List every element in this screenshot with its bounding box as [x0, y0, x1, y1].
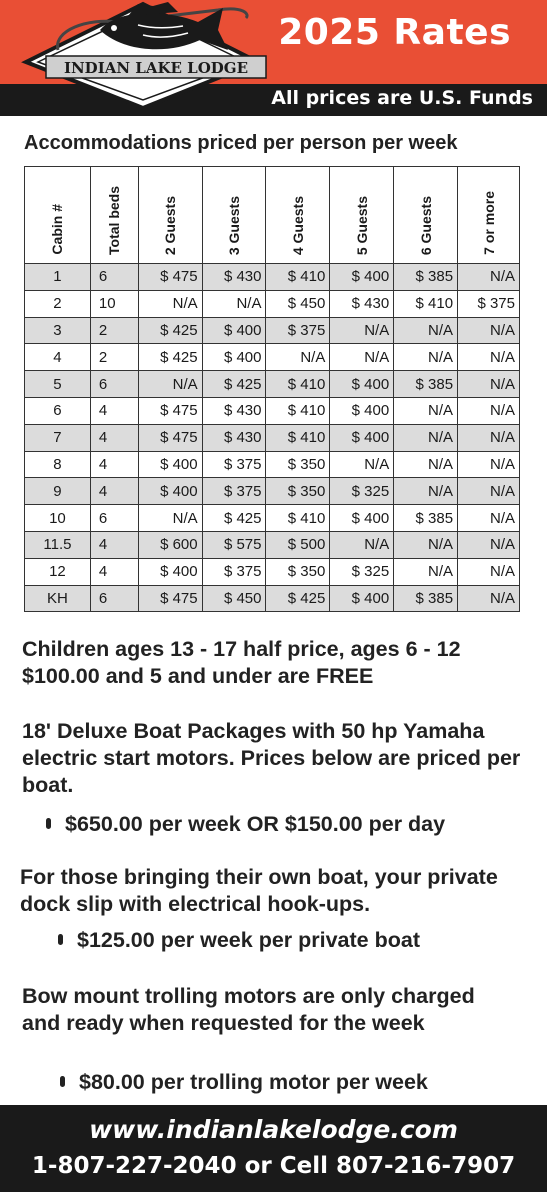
table-row: [25, 264, 520, 291]
column-header: [458, 167, 520, 264]
bullet-icon: [46, 818, 51, 829]
bullet-icon: [58, 934, 63, 945]
column-header: [266, 167, 330, 264]
price-cell: $ 400: [138, 451, 202, 478]
price-cell: $ 475: [138, 397, 202, 424]
own-boat-price-text: $125.00 per week per private boat: [77, 928, 420, 952]
column-header: [202, 167, 266, 264]
trolling-motor-price: [60, 1070, 428, 1095]
total-beds-cell: 4: [90, 531, 138, 558]
price-cell: N/A: [266, 344, 330, 371]
column-header-label: 3 Guests: [226, 195, 243, 255]
price-cell: $ 400: [330, 264, 394, 291]
price-cell: $ 410: [266, 397, 330, 424]
column-header-label: 2 Guests: [162, 195, 179, 255]
price-cell: N/A: [458, 531, 520, 558]
lodge-logo: [18, 0, 268, 110]
children-pricing-note: Children ages 13 - 17 half price, ages 6 - 12 $100.00 and 5 and under are FREE: [22, 637, 461, 688]
price-cell: N/A: [394, 478, 458, 505]
price-cell: N/A: [202, 290, 266, 317]
price-cell: $ 475: [138, 264, 202, 291]
price-cell: $ 400: [202, 317, 266, 344]
column-header: [25, 167, 91, 264]
price-cell: N/A: [458, 424, 520, 451]
funds-note: All prices are U.S. Funds: [271, 87, 533, 109]
total-beds-cell: 6: [90, 505, 138, 532]
price-cell: N/A: [458, 344, 520, 371]
total-beds-cell: 4: [90, 397, 138, 424]
price-cell: $ 600: [138, 531, 202, 558]
table-row: [25, 290, 520, 317]
price-cell: $ 375: [202, 478, 266, 505]
bullet-icon: [60, 1076, 65, 1087]
table-row: [25, 397, 520, 424]
price-cell: $ 410: [266, 505, 330, 532]
price-cell: $ 425: [138, 344, 202, 371]
price-cell: $ 400: [202, 344, 266, 371]
rates-table: [24, 166, 520, 612]
price-cell: $ 385: [394, 371, 458, 398]
table-header-row: [25, 167, 520, 264]
price-cell: N/A: [394, 317, 458, 344]
price-cell: N/A: [394, 424, 458, 451]
price-cell: N/A: [138, 371, 202, 398]
boat-package-price: [46, 812, 445, 837]
boat-package-description: 18' Deluxe Boat Packages with 50 hp Yamaha electric start motors. Prices below are priced per boat.: [22, 719, 521, 797]
cabin-number-cell: 5: [25, 371, 91, 398]
price-cell: $ 425: [202, 371, 266, 398]
price-cell: N/A: [458, 371, 520, 398]
price-cell: N/A: [138, 290, 202, 317]
price-cell: $ 400: [330, 585, 394, 612]
price-cell: $ 385: [394, 264, 458, 291]
price-cell: $ 400: [330, 397, 394, 424]
total-beds-cell: 6: [90, 585, 138, 612]
price-cell: N/A: [394, 344, 458, 371]
column-header-label: 5 Guests: [353, 195, 370, 255]
price-cell: $ 575: [202, 531, 266, 558]
boat-package-price-text: $650.00 per week OR $150.00 per day: [65, 812, 446, 836]
price-cell: $ 430: [330, 290, 394, 317]
price-cell: $ 325: [330, 478, 394, 505]
cabin-number-cell: 3: [25, 317, 91, 344]
price-cell: N/A: [458, 505, 520, 532]
table-row: [25, 317, 520, 344]
price-cell: $ 350: [266, 451, 330, 478]
column-header: [90, 167, 138, 264]
price-cell: $ 400: [138, 558, 202, 585]
price-cell: N/A: [458, 317, 520, 344]
total-beds-cell: 4: [90, 424, 138, 451]
price-cell: N/A: [330, 344, 394, 371]
price-cell: N/A: [394, 531, 458, 558]
price-cell: $ 410: [394, 290, 458, 317]
table-row: [25, 424, 520, 451]
price-cell: $ 410: [266, 371, 330, 398]
price-cell: $ 425: [266, 585, 330, 612]
price-cell: N/A: [330, 317, 394, 344]
price-cell: $ 350: [266, 558, 330, 585]
price-cell: N/A: [394, 451, 458, 478]
table-row: [25, 478, 520, 505]
price-cell: $ 410: [266, 264, 330, 291]
price-cell: N/A: [330, 531, 394, 558]
price-cell: $ 375: [202, 451, 266, 478]
cabin-number-cell: 4: [25, 344, 91, 371]
price-cell: N/A: [458, 264, 520, 291]
cabin-number-cell: 10: [25, 505, 91, 532]
price-cell: $ 375: [458, 290, 520, 317]
footer: [0, 1105, 547, 1192]
cabin-number-cell: 6: [25, 397, 91, 424]
price-cell: N/A: [394, 397, 458, 424]
price-cell: $ 430: [202, 397, 266, 424]
cabin-number-cell: 12: [25, 558, 91, 585]
price-cell: $ 325: [330, 558, 394, 585]
cabin-number-cell: 2: [25, 290, 91, 317]
column-header: [330, 167, 394, 264]
price-cell: $ 430: [202, 264, 266, 291]
total-beds-cell: 4: [90, 558, 138, 585]
price-cell: $ 375: [266, 317, 330, 344]
phone-numbers: 1-807-227-2040 or Cell 807-216-7907: [31, 1153, 516, 1179]
price-cell: N/A: [138, 505, 202, 532]
cabin-number-cell: 7: [25, 424, 91, 451]
price-cell: $ 430: [202, 424, 266, 451]
cabin-number-cell: 9: [25, 478, 91, 505]
price-cell: $ 425: [138, 317, 202, 344]
price-cell: $ 400: [330, 505, 394, 532]
total-beds-cell: 2: [90, 317, 138, 344]
trolling-motor-price-text: $80.00 per trolling motor per week: [79, 1070, 428, 1094]
total-beds-cell: 10: [90, 290, 138, 317]
column-header-label: Total beds: [106, 186, 123, 255]
price-cell: $ 400: [330, 424, 394, 451]
price-cell: N/A: [458, 478, 520, 505]
price-cell: N/A: [394, 558, 458, 585]
column-header-label: 4 Guests: [289, 195, 306, 255]
own-boat-price: [58, 928, 420, 953]
column-header-label: 6 Guests: [417, 195, 434, 255]
price-cell: $ 450: [266, 290, 330, 317]
table-row: [25, 558, 520, 585]
price-cell: $ 385: [394, 585, 458, 612]
total-beds-cell: 2: [90, 344, 138, 371]
table-row: [25, 585, 520, 612]
price-cell: N/A: [458, 397, 520, 424]
table-row: [25, 451, 520, 478]
cabin-number-cell: 11.5: [25, 531, 91, 558]
header: [0, 0, 547, 116]
total-beds-cell: 4: [90, 478, 138, 505]
table-row: [25, 505, 520, 532]
cabin-number-cell: KH: [25, 585, 91, 612]
price-cell: N/A: [458, 585, 520, 612]
price-cell: $ 400: [138, 478, 202, 505]
price-cell: N/A: [458, 451, 520, 478]
table-body: [25, 264, 520, 612]
column-header-label: Cabin #: [49, 204, 66, 255]
table-row: [25, 344, 520, 371]
total-beds-cell: 4: [90, 451, 138, 478]
price-cell: $ 400: [330, 371, 394, 398]
page-title: 2025 Rates: [278, 12, 511, 53]
price-cell: $ 375: [202, 558, 266, 585]
column-header: [394, 167, 458, 264]
price-cell: $ 385: [394, 505, 458, 532]
accommodations-heading: Accommodations priced per person per week: [24, 132, 458, 154]
logo-text: INDIAN LAKE LODGE: [63, 59, 249, 77]
price-cell: N/A: [458, 558, 520, 585]
price-cell: $ 350: [266, 478, 330, 505]
price-cell: $ 475: [138, 424, 202, 451]
trolling-motor-description: Bow mount trolling motors are only charged and ready when requested for the week: [22, 984, 475, 1035]
table-row: [25, 531, 520, 558]
price-cell: $ 450: [202, 585, 266, 612]
price-cell: N/A: [330, 451, 394, 478]
price-cell: $ 500: [266, 531, 330, 558]
column-header-label: 7 or more: [480, 191, 497, 255]
cabin-number-cell: 1: [25, 264, 91, 291]
cabin-number-cell: 8: [25, 451, 91, 478]
website-link[interactable]: www.indianlakelodge.com: [89, 1115, 458, 1144]
table-row: [25, 371, 520, 398]
total-beds-cell: 6: [90, 371, 138, 398]
price-cell: $ 410: [266, 424, 330, 451]
price-cell: $ 475: [138, 585, 202, 612]
price-cell: $ 425: [202, 505, 266, 532]
own-boat-description: For those bringing their own boat, your private dock slip with electrical hook-ups.: [20, 865, 498, 916]
total-beds-cell: 6: [90, 264, 138, 291]
column-header: [138, 167, 202, 264]
